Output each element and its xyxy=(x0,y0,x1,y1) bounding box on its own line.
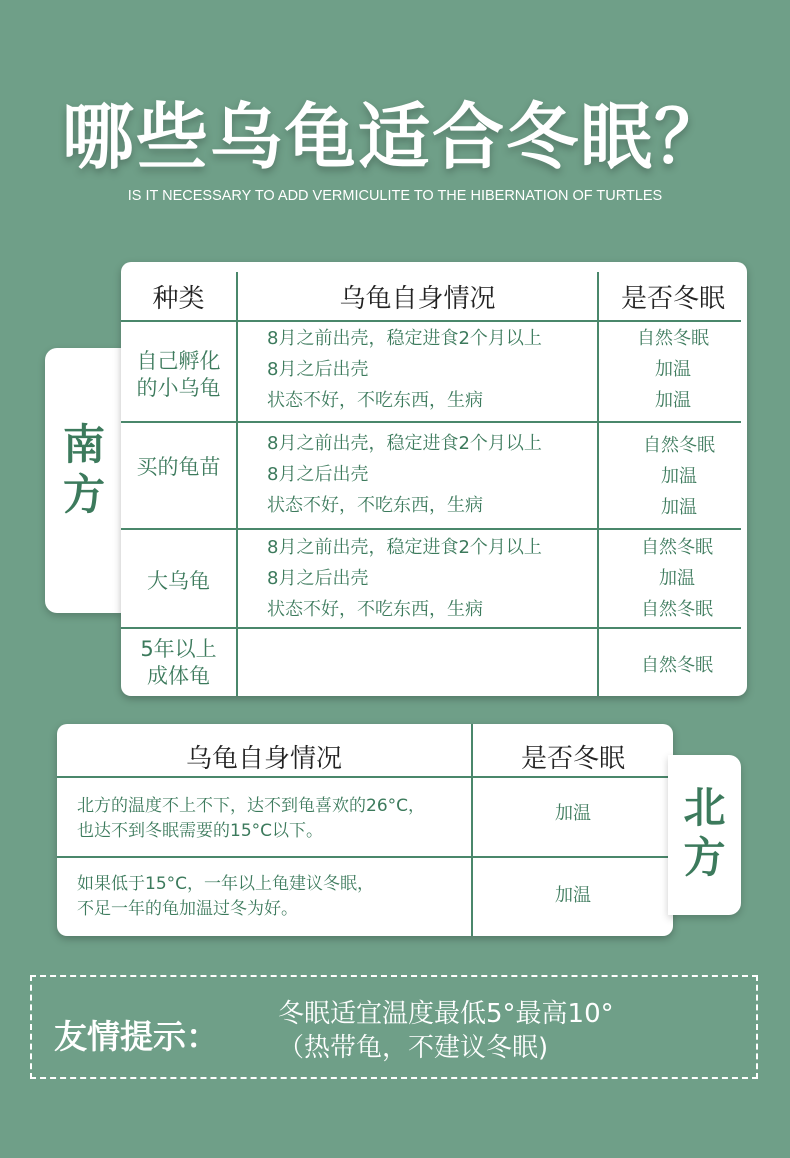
category-cell: 5年以上 成体龟 xyxy=(140,637,217,688)
region-north-label-1: 北 xyxy=(683,783,726,832)
result-cell: 自然冬眠 加温 加温 xyxy=(643,435,715,518)
tip-line-2: （热带龟，不建议冬眠) xyxy=(278,1033,549,1063)
condition-cell: 8月之前出壳，稳定进食2个月以上 8月之后出壳 状态不好，不吃东西，生病 xyxy=(267,433,542,516)
tip-label: 友情提示： xyxy=(54,1017,219,1056)
header-condition: 乌龟自身情况 xyxy=(339,284,496,314)
result-cell: 加温 xyxy=(555,885,591,906)
header-condition: 乌龟自身情况 xyxy=(185,744,342,774)
header-category: 种类 xyxy=(152,284,205,314)
header-hibernate: 是否冬眠 xyxy=(620,284,725,314)
region-south-label-1: 南 xyxy=(62,420,105,469)
region-south-label-2: 方 xyxy=(62,470,105,519)
category-cell: 大乌龟 xyxy=(147,569,210,593)
condition-cell: 如果低于15°C，一年以上龟建议冬眠， 不足一年的龟加温过冬为好。 xyxy=(77,874,375,919)
condition-cell: 8月之前出壳，稳定进食2个月以上 8月之后出壳 状态不好，不吃东西，生病 xyxy=(267,537,542,620)
tip-line-1: 冬眠适宜温度最低5°最高10° xyxy=(278,999,614,1029)
tip-box xyxy=(30,975,758,1079)
header-hibernate: 是否冬眠 xyxy=(520,744,625,774)
region-north-label-2: 方 xyxy=(683,833,726,882)
tip-text xyxy=(278,997,614,1065)
category-cell: 自己孵化 的小乌龟 xyxy=(136,349,221,400)
region-tab-south xyxy=(45,348,123,613)
result-cell: 加温 xyxy=(555,803,591,824)
condition-cell: 北方的温度不上不下，达不到龟喜欢的26°C， 也达不到冬眠需要的15°C以下。 xyxy=(77,796,426,841)
north-table xyxy=(57,724,673,936)
result-cell: 自然冬眠 加温 自然冬眠 xyxy=(641,537,713,620)
category-cell: 买的龟苗 xyxy=(136,455,221,479)
region-tab-north xyxy=(668,755,741,915)
condition-cell: 8月之前出壳，稳定进食2个月以上 8月之后出壳 状态不好，不吃东西，生病 xyxy=(267,328,542,411)
south-table xyxy=(121,262,747,696)
page-title: 哪些乌龟适合冬眠？ xyxy=(61,95,728,179)
result-cell: 自然冬眠 加温 加温 xyxy=(637,328,709,411)
result-cell: 自然冬眠 xyxy=(641,655,713,676)
page-subtitle: IS IT NECESSARY TO ADD VERMICULITE TO THE HIBERNATION OF TURTLES xyxy=(127,188,663,204)
